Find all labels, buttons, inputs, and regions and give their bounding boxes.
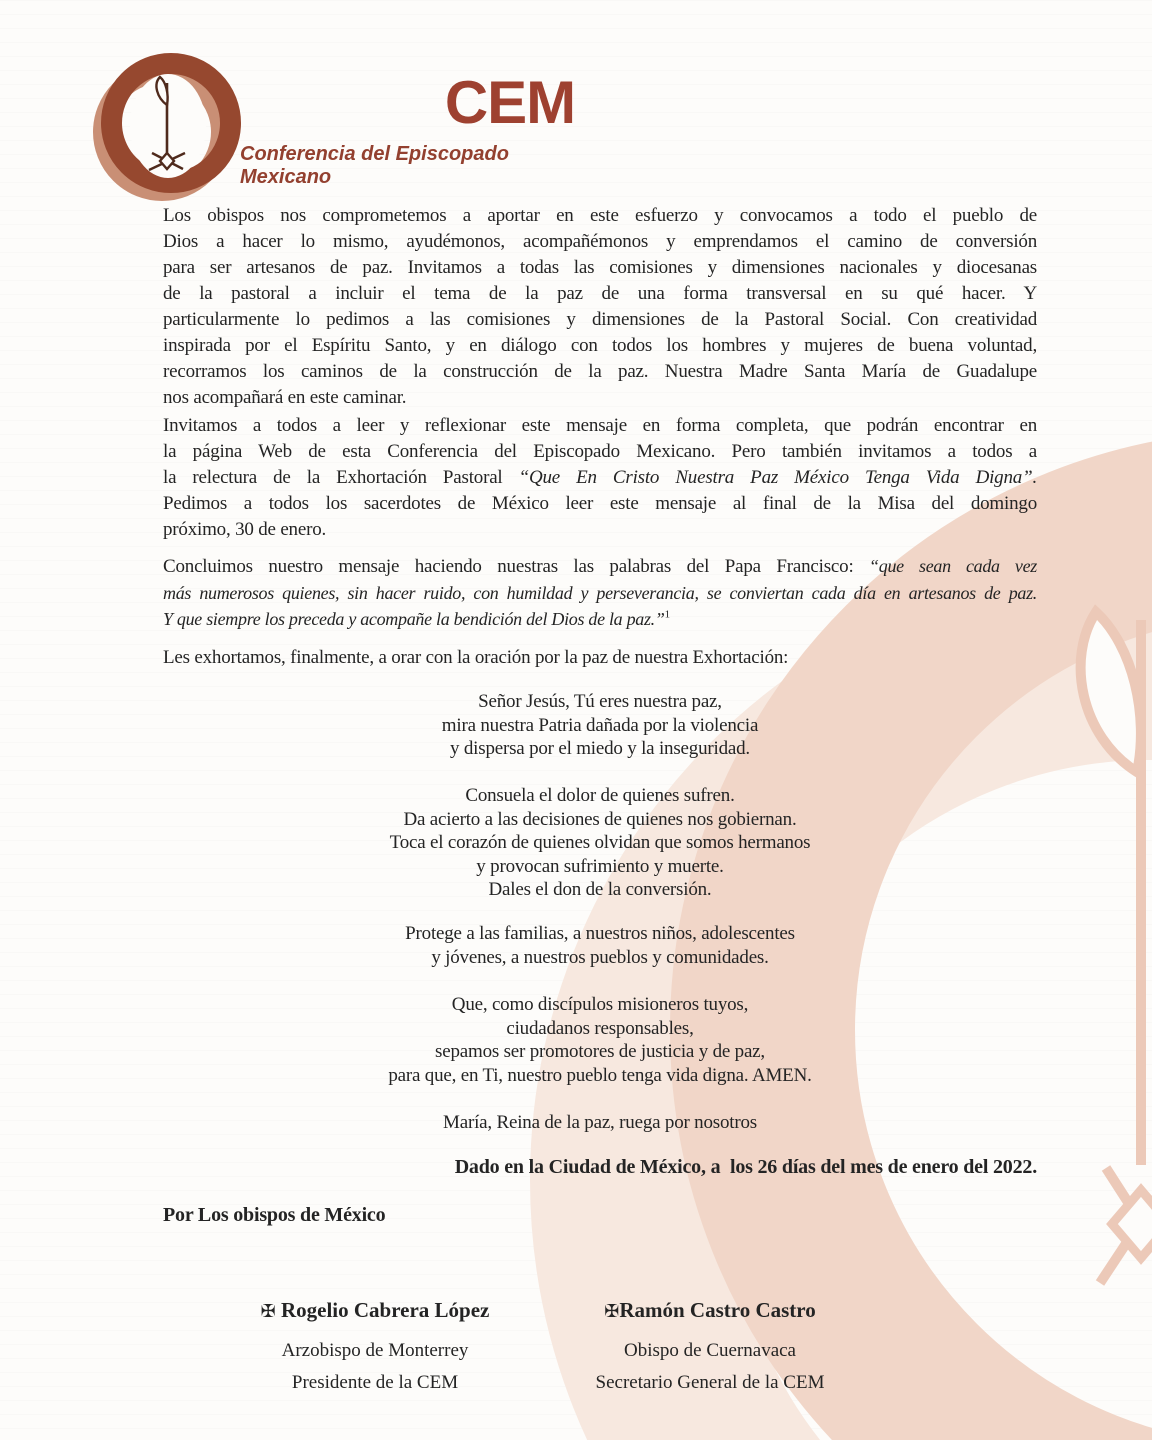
paragraph-line xyxy=(163,606,1037,633)
papa-quote: más numerosos quienes, sin hacer ruido, con humildad y perseverancia, se conviertan cada día en artesanos de paz. xyxy=(163,583,1037,603)
paragraph-line: particularmente lo pedimos a las comisiones y dimensiones de la Pastoral Social. Con creatividad xyxy=(163,309,1037,330)
signature-name xyxy=(550,1298,870,1323)
bishop-cross-icon: ✠ xyxy=(604,1301,620,1322)
paragraph-line xyxy=(163,553,1037,580)
prayer-stanza-4 xyxy=(163,993,1037,1087)
dateline: Dado en la Ciudad de México, a los 26 días del mes de enero del 2022. xyxy=(454,1156,1037,1178)
prayer-line: Consuela el dolor de quienes sufren. xyxy=(465,785,735,806)
cem-logo xyxy=(93,53,241,201)
prayer-line: Dales el don de la conversión. xyxy=(488,879,712,900)
paragraph-line xyxy=(163,465,1037,491)
prayer-line: Que, como discípulos misioneros tuyos, xyxy=(451,994,749,1015)
paragraph-line: próximo, 30 de enero. xyxy=(163,519,327,540)
paragraph-line: inspirada por el Espíritu Santo, y en diálogo con todos los hombres y mujeres de buena voluntad, xyxy=(163,335,1037,356)
exhortacion-intro: Les exhortamos, finalmente, a orar con la oración por la paz de nuestra Exhortación: xyxy=(163,647,789,668)
logo-subtitle: Conferencia del Episcopado Mexicano xyxy=(240,143,509,188)
signature-name-text: Ramón Castro Castro xyxy=(619,1298,816,1322)
prayer-line: Toca el corazón de quienes olvidan que somos hermanos xyxy=(389,832,811,853)
papa-quote: “que sean cada vez xyxy=(869,556,1037,576)
prayer-stanza-1 xyxy=(163,690,1037,761)
signature-name-text: Rogelio Cabrera López xyxy=(275,1298,490,1322)
paragraph-line: Pedimos a todos los sacerdotes de México leer este mensaje al final de la Misa del domingo xyxy=(163,493,1037,514)
byline: Por Los obispos de México xyxy=(163,1204,386,1226)
prayer-line: para que, en Ti, nuestro pueblo tenga vida digna. AMEN. xyxy=(388,1064,812,1086)
signature-name xyxy=(215,1298,535,1323)
prayer-line: Señor Jesús, Tú eres nuestra paz, xyxy=(478,691,722,712)
signature-president xyxy=(215,1298,535,1399)
signature-role: Arzobispo de Monterrey xyxy=(281,1340,469,1361)
paragraph-invitacion xyxy=(163,413,1037,543)
bishop-cross-icon: ✠ xyxy=(260,1301,276,1322)
paragraph-line: nos acompañará en este caminar. xyxy=(163,387,407,408)
signature-role: Presidente de la CEM xyxy=(291,1372,459,1393)
paragraph-compromiso xyxy=(163,203,1037,411)
paragraph-line: Dios a hacer lo mismo, ayudémonos, acompañémonos y emprendamos el camino de conversión xyxy=(163,231,1037,252)
prayer-line: y jóvenes, a nuestros pueblos y comunidades. xyxy=(431,946,769,968)
paragraph-line-text: Concluimos nuestro mensaje haciendo nuestras las palabras del Papa Francisco: xyxy=(163,556,870,577)
cem-crosier-icon xyxy=(93,53,241,201)
prayer-stanza-3 xyxy=(163,922,1037,969)
prayer-stanza-2 xyxy=(163,784,1037,902)
signature-role: Obispo de Cuernavaca xyxy=(624,1340,796,1361)
paragraph-line: Invitamos a todos a leer y reflexionar este mensaje en forma completa, que podrán encontrar en xyxy=(163,415,1037,436)
paragraph-line: recorramos los caminos de la construcción de la paz. Nuestra Madre Santa María de Guadalupe xyxy=(163,361,1037,382)
logo-title: CEM xyxy=(444,69,576,136)
paragraph-cita-papa xyxy=(163,553,1037,633)
prayer-line: mira nuestra Patria dañada por la violencia xyxy=(441,714,759,736)
signature-secretary xyxy=(550,1298,870,1399)
paragraph-line: Los obispos nos comprometemos a aportar en este esfuerzo y convocamos a todo el pueblo de xyxy=(163,205,1037,226)
papa-quote: Y que siempre los preceda y acompañe la bendición del Dios de la paz.” xyxy=(163,609,665,629)
paragraph-line-text: la relectura de la Exhortación Pastoral xyxy=(163,467,519,488)
exhortacion-title: “Que En Cristo Nuestra Paz México Tenga Vida Digna”. xyxy=(518,467,1037,488)
prayer-line: y provocan sufrimiento y muerte. xyxy=(476,855,724,877)
maria-line: María, Reina de la paz, ruega por nosotros xyxy=(443,1112,757,1133)
paragraph-line: para ser artesanos de paz. Invitamos a todas las comisiones y dimensiones nacionales y diocesanas xyxy=(163,257,1037,278)
prayer-line: sepamos ser promotores de justicia y de paz, xyxy=(435,1041,765,1062)
prayer-line: Da acierto a las decisiones de quienes nos gobiernan. xyxy=(403,808,797,830)
footnote-mark: 1 xyxy=(664,608,670,621)
prayer-line: y dispersa por el miedo y la inseguridad. xyxy=(450,738,750,759)
paragraph-line: la página Web de esta Conferencia del Episcopado Mexicano. Pero también invitamos a todos a xyxy=(163,441,1037,462)
prayer-line: ciudadanos responsables, xyxy=(506,1017,694,1039)
signature-role: Secretario General de la CEM xyxy=(595,1372,825,1393)
prayer-line: Protege a las familias, a nuestros niños, adolescentes xyxy=(405,923,795,944)
paragraph-line: de la pastoral a incluir el tema de la paz de una forma transversal en su qué hacer. Y xyxy=(163,283,1037,304)
